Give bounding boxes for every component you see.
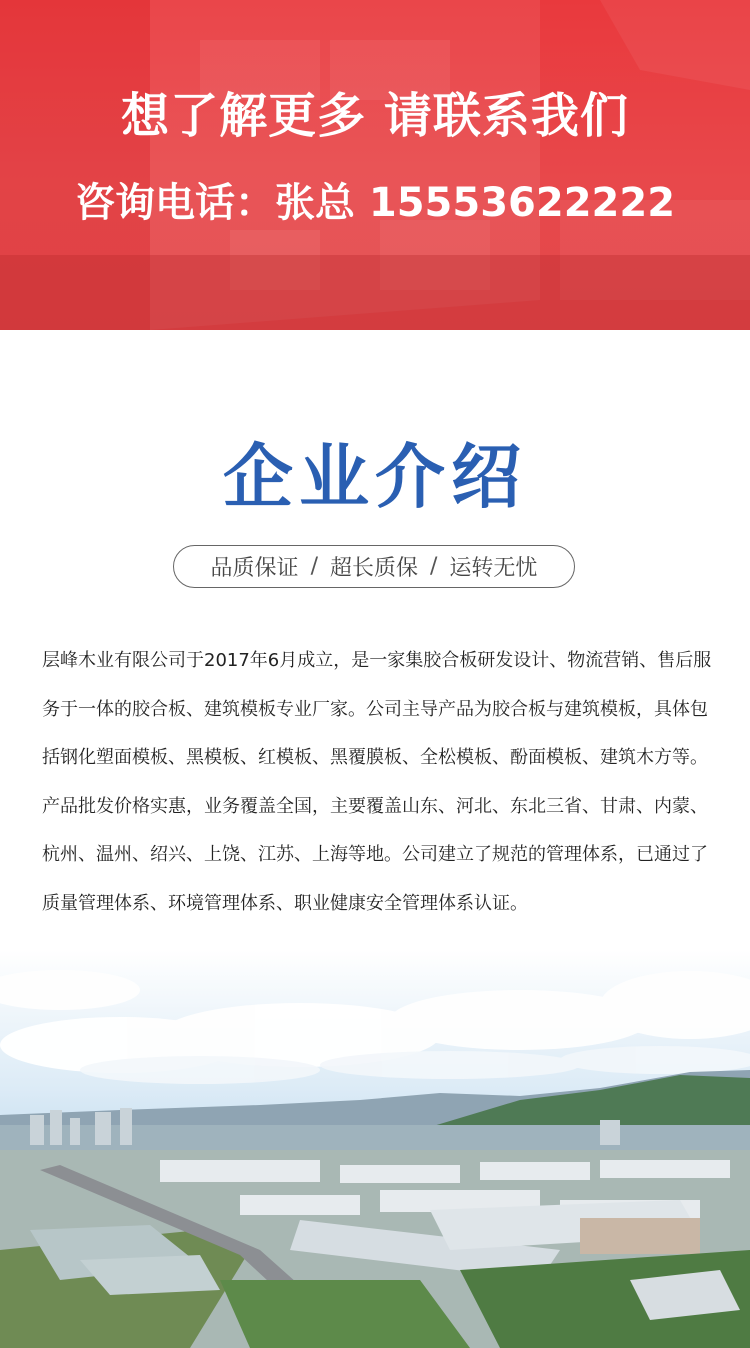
slogan-pill: [173, 545, 575, 588]
slogan-item-warranty: 超长质保: [329, 556, 418, 581]
slogan-item-quality: 品质保证: [210, 556, 299, 581]
contact-headline: 想了解更多 请联系我们: [121, 88, 629, 144]
slogan-separator: /: [310, 554, 318, 579]
contact-phone-line: 咨询电话：张总 15553622222: [74, 180, 676, 226]
company-intro-title: 企业介绍: [223, 436, 527, 518]
contact-banner: [0, 0, 750, 330]
slogan-separator: /: [430, 554, 438, 579]
company-description: 层峰木业有限公司于2017年6月成立，是一家集胶合板研发设计、物流营销、售后服务于一体的胶合板、建筑模板专业厂家。公司主导产品为胶合板与建筑模板，具体包括钢化塑面模板、黑模板、红模板、黑覆膜板、全松模板、酚面模板、建筑木方等。产品批发价格实惠，业务覆盖全国，主要覆盖山东、河北、东北三省、甘肃、内蒙、杭州、温州、绍兴、上饶、江苏、上海等地。公司建立了规范的管理体系，已通过了质量管理体系、环境管理体系、职业健康安全管理体系认证。: [42, 650, 712, 914]
building-background-image: [0, 0, 750, 330]
slogan-item-operation: 运转无忧: [449, 556, 538, 581]
industrial-park-aerial-photo: [0, 950, 750, 1348]
